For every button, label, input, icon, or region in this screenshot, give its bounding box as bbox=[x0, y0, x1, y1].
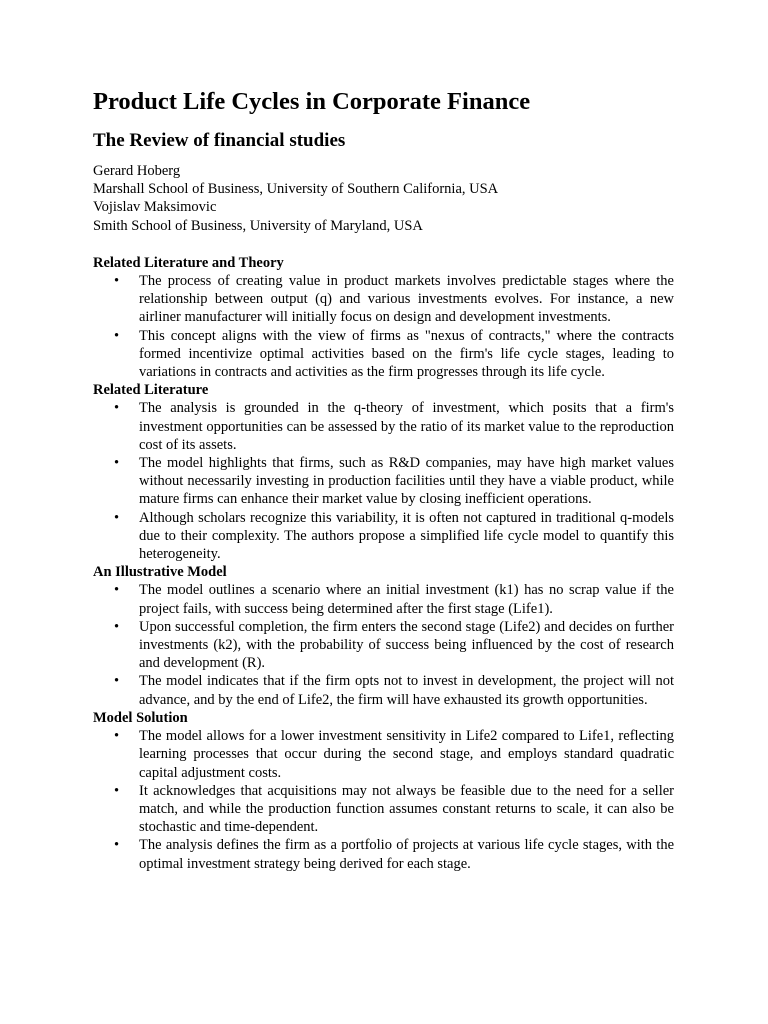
author-name-1: Gerard Hoberg bbox=[93, 163, 181, 179]
section-illustrative-model bbox=[93, 563, 674, 709]
bullet-item: • The analysis is grounded in the q-theory of investment, which posits that a firm's investment opportunities can be assessed by the ratio of its market value to the reproduction cost of its assets. bbox=[93, 399, 674, 454]
section-model-solution bbox=[93, 709, 674, 873]
document-body bbox=[93, 254, 674, 873]
bullet-item: • The model allows for a lower investment sensitivity in Life2 compared to Life1, reflecting learning processes that occur during the second stage, and employs standard quadratic capital adjustment costs. bbox=[93, 727, 674, 782]
section-related-literature bbox=[93, 381, 674, 563]
journal-subtitle: The Review of financial studies bbox=[93, 130, 346, 151]
section-heading: Model Solution bbox=[93, 709, 188, 726]
bullet-item: • The model indicates that if the firm opts not to invest in development, the project will not advance, and by the end of Life2, the firm will have exhausted its growth opportunities. bbox=[93, 672, 674, 708]
bullet-item: • Upon successful completion, the firm enters the second stage (Life2) and decides on further investments (k2), with the probability of success being influenced by the cost of research and development (R). bbox=[93, 618, 674, 673]
section-heading: Related Literature and Theory bbox=[93, 254, 284, 271]
bullet-item: • The process of creating value in product markets involves predictable stages where the relationship between output (q) and various investments evolves. For instance, a new airliner manufacturer will initially focus on design and development investments. bbox=[93, 272, 674, 327]
bullet-list bbox=[93, 727, 674, 873]
bullet-list bbox=[93, 581, 674, 708]
section-heading: An Illustrative Model bbox=[93, 564, 227, 581]
bullet-item: • The model highlights that firms, such as R&D companies, may have high market values without necessarily investing in production facilities until they have a viable product, while mature firms can enhance their market value by closing inefficient operations. bbox=[93, 454, 674, 509]
section-related-literature-and-theory bbox=[93, 254, 674, 381]
document-page bbox=[93, 86, 674, 873]
author-affiliation-2: Smith School of Business, University of Maryland, USA bbox=[93, 217, 423, 234]
author-name-2: Vojislav Maksimovic bbox=[93, 199, 217, 216]
bullet-list bbox=[93, 399, 674, 563]
bullet-item: • The model outlines a scenario where an initial investment (k1) has no scrap value if the project fails, with success being determined after the first stage (Life1). bbox=[93, 581, 674, 617]
section-heading: Related Literature bbox=[93, 382, 209, 399]
bullet-item: • The analysis defines the firm as a portfolio of projects at various life cycle stages, with the optimal investment strategy being derived for each stage. bbox=[93, 836, 674, 872]
author-block bbox=[93, 162, 674, 235]
document-title: Product Life Cycles in Corporate Finance bbox=[93, 88, 531, 115]
bullet-item: • This concept aligns with the view of firms as "nexus of contracts," where the contracts formed incentivize optimal activities based on the firm's life cycle stages, leading to variations in contracts and activities as the firm progresses through its life cycle. bbox=[93, 327, 674, 382]
bullet-list bbox=[93, 272, 674, 381]
bullet-item: • Although scholars recognize this variability, it is often not captured in traditional q-models due to their complexity. The authors propose a simplified life cycle model to quantify this heterogeneity. bbox=[93, 509, 674, 564]
bullet-item: • It acknowledges that acquisitions may not always be feasible due to the need for a seller match, and while the production function assumes constant returns to scale, it can also be stochastic and time-dependent. bbox=[93, 782, 674, 837]
author-affiliation-1: Marshall School of Business, University of Southern California, USA bbox=[93, 181, 499, 198]
